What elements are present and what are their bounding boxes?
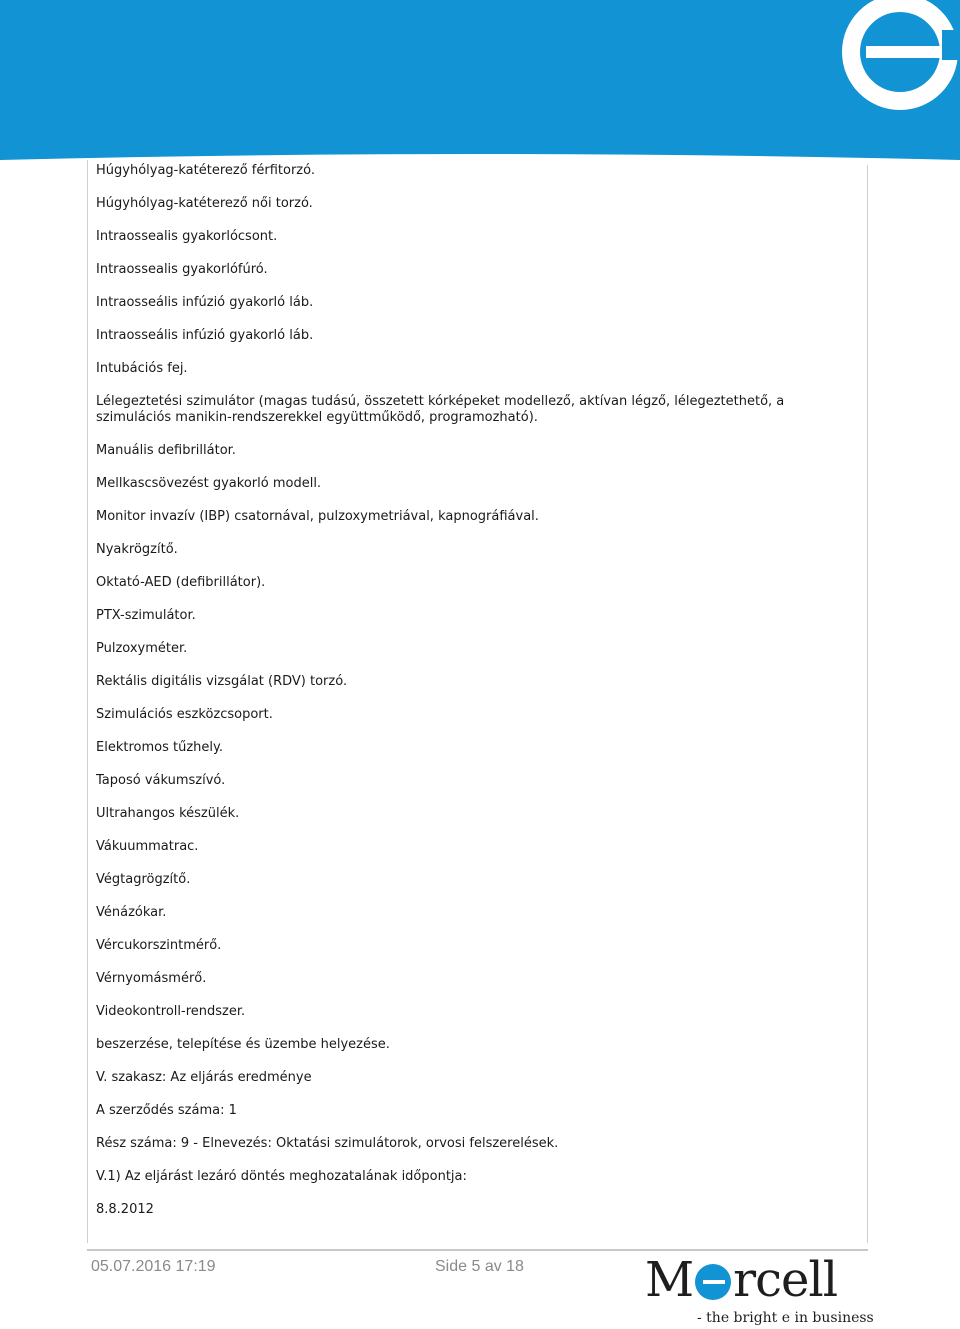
item-line: Nyakrögzítő. [96, 542, 178, 557]
footer-date: 05.07.2016 17:19 [91, 1258, 216, 1275]
item-line: Ultrahangos készülék. [96, 806, 240, 821]
decision-date: 8.8.2012 [96, 1202, 154, 1217]
header-band [0, 0, 960, 160]
item-line: Lélegeztetési szimulátor (magas tudású, összetett kórképeket modellező, aktívan légző, lélegeztethető, a szimulációs manikin-rendszerekkel együttműködő, programozható). [96, 394, 785, 425]
document-body [96, 163, 862, 1235]
item-line: Intraosseális infúzió gyakorló láb. [96, 328, 314, 343]
item-line: Intubációs fej. [96, 361, 188, 376]
item-line: PTX-szimulátor. [96, 608, 196, 623]
item-line: Húgyhólyag-katéterező férfitorzó. [96, 163, 315, 178]
item-line: Húgyhólyag-katéterező női torzó. [96, 196, 313, 211]
left-border [87, 160, 88, 1243]
company-logo [645, 1254, 875, 1329]
decision-date-label: V.1) Az eljárást lezáró döntés meghozatalának időpontja: [96, 1169, 467, 1184]
item-line: Oktató-AED (defibrillátor). [96, 575, 266, 590]
item-line: beszerzése, telepítése és üzembe helyezése. [96, 1037, 390, 1052]
header-banner-graphic [0, 0, 960, 160]
logo-wordmark [645, 1254, 837, 1306]
logo-letters-rcell: rcell [733, 1252, 838, 1308]
item-line: Manuális defibrillátor. [96, 443, 236, 458]
logo-letter-m: M [645, 1252, 694, 1308]
right-border [867, 165, 868, 1243]
item-line: Taposó vákumszívó. [96, 773, 226, 788]
item-line: Vákuummatrac. [96, 839, 199, 854]
item-line: Mellkascsövezést gyakorló modell. [96, 476, 322, 491]
footer-page-number: Side 5 av 18 [435, 1258, 524, 1275]
item-line: Intraossealis gyakorlócsont. [96, 229, 278, 244]
item-line: Vércukorszintmérő. [96, 938, 222, 953]
item-line: Vénázókar. [96, 905, 167, 920]
section-heading: V. szakasz: Az eljárás eredménye [96, 1070, 312, 1085]
item-line: Elektromos tűzhely. [96, 740, 223, 755]
item-line: Videokontroll-rendszer. [96, 1004, 246, 1019]
item-line: Rektális digitális vizsgálat (RDV) torzó. [96, 674, 348, 689]
item-line: Pulzoxyméter. [96, 641, 188, 656]
e-logo-icon [695, 1264, 731, 1300]
contract-number: A szerződés száma: 1 [96, 1103, 237, 1118]
logo-tagline: - the bright e in business [697, 1310, 874, 1326]
item-line: Intraosseális infúzió gyakorló láb. [96, 295, 314, 310]
footer-divider [87, 1249, 868, 1251]
item-line: Monitor invazív (IBP) csatornával, pulzoxymetriával, kapnográfiával. [96, 509, 539, 524]
item-line: Szimulációs eszközcsoport. [96, 707, 273, 722]
item-line: Intraossealis gyakorlófúró. [96, 262, 268, 277]
item-line: Vérnyomásmérő. [96, 971, 207, 986]
part-number: Rész száma: 9 - Elnevezés: Oktatási szimulátorok, orvosi felszerelések. [96, 1136, 559, 1151]
item-line: Végtagrögzítő. [96, 872, 191, 887]
